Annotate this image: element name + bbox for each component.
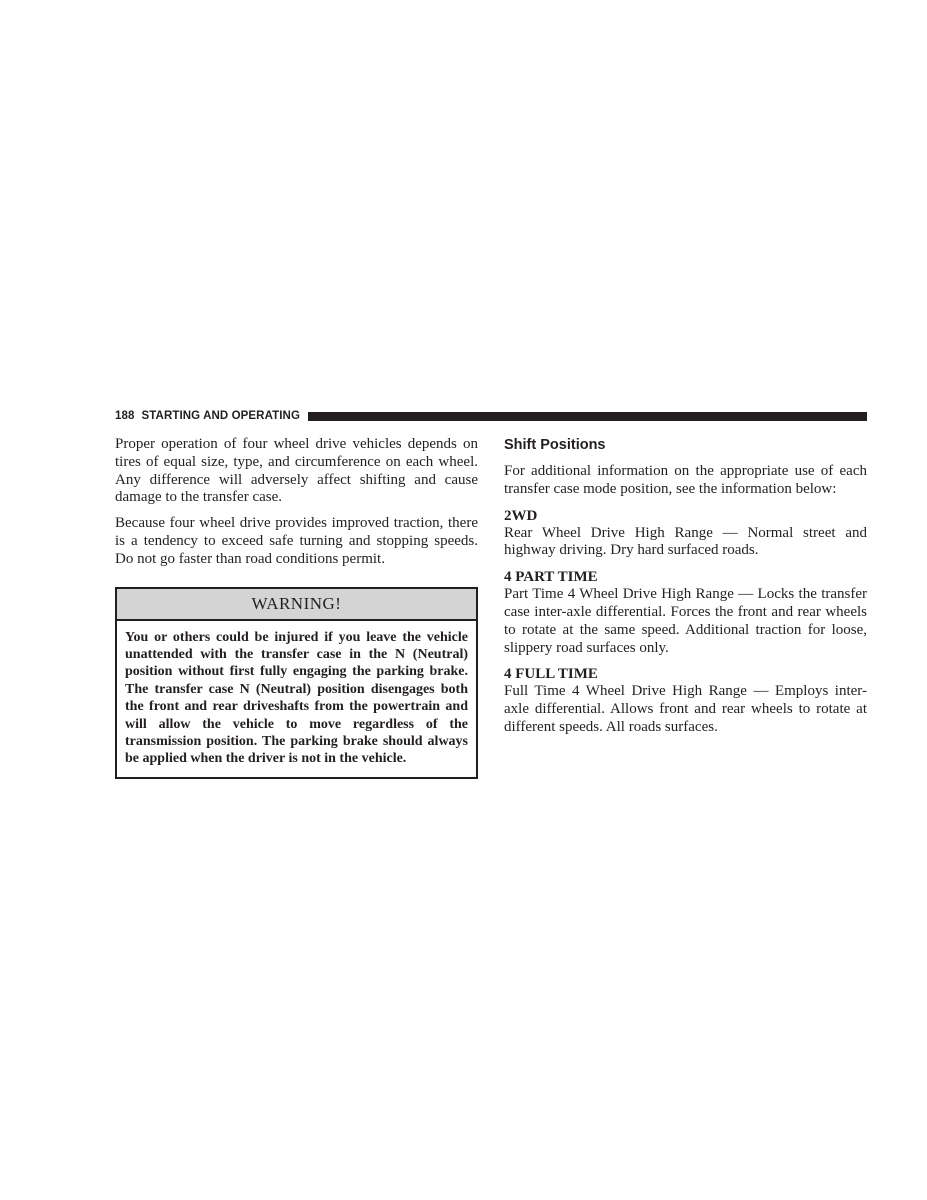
warning-box [115, 587, 478, 779]
mode-description: Rear Wheel Drive High Range — Normal street and highway driving. Dry hard surfaced roads. [504, 524, 867, 559]
warning-text: You or others could be injured if you leave the vehicle unattended with the transfer case in the N (Neutral) position without first fully engaging the parking brake. The transfer case N (Neutral) position disengages both the front and rear driveshafts from the powertrain and will allow the vehicle to move regardless of the transmission position. The parking brake should always be applied when the driver is not in the vehicle. [125, 629, 468, 767]
page-number: 188 [115, 410, 135, 422]
mode-title: 4 FULL TIME [504, 666, 598, 683]
mode-title: 2WD [504, 507, 538, 524]
section-title: STARTING AND OPERATING [141, 410, 301, 422]
mode-description: Full Time 4 Wheel Drive High Range — Employs inter-axle differential. Allows front and rear wheels to rotate at different speeds. All roads surfaces. [504, 683, 867, 735]
mode-description: Part Time 4 Wheel Drive High Range — Locks the transfer case inter-axle differential. Forces the front and rear wheels to rotate at the same speed. Additional traction for loose, slippery road surfaces only. [504, 586, 867, 656]
shift-positions-intro: For additional information on the appropriate use of each transfer case mode position, see the information below: [504, 463, 867, 497]
mode-4-full-time [504, 665, 867, 736]
right-column [504, 436, 867, 737]
page-header [115, 409, 867, 423]
paragraph-traction: Because four wheel drive provides improved traction, there is a tendency to exceed safe turning and stopping speeds. Do not go faster than road conditions permit. [115, 515, 478, 567]
header-rule [308, 412, 867, 421]
shift-positions-heading: Shift Positions [504, 437, 606, 453]
mode-2wd [504, 507, 867, 561]
paragraph-tires: Proper operation of four wheel drive vehicles depends on tires of equal size, type, and circumference on each wheel. Any difference will adversely affect shifting and cause damage to the transfer case. [115, 436, 478, 506]
mode-4-part-time [504, 568, 867, 657]
mode-title: 4 PART TIME [504, 569, 598, 586]
left-column [115, 436, 478, 779]
warning-title: WARNING! [117, 589, 476, 621]
